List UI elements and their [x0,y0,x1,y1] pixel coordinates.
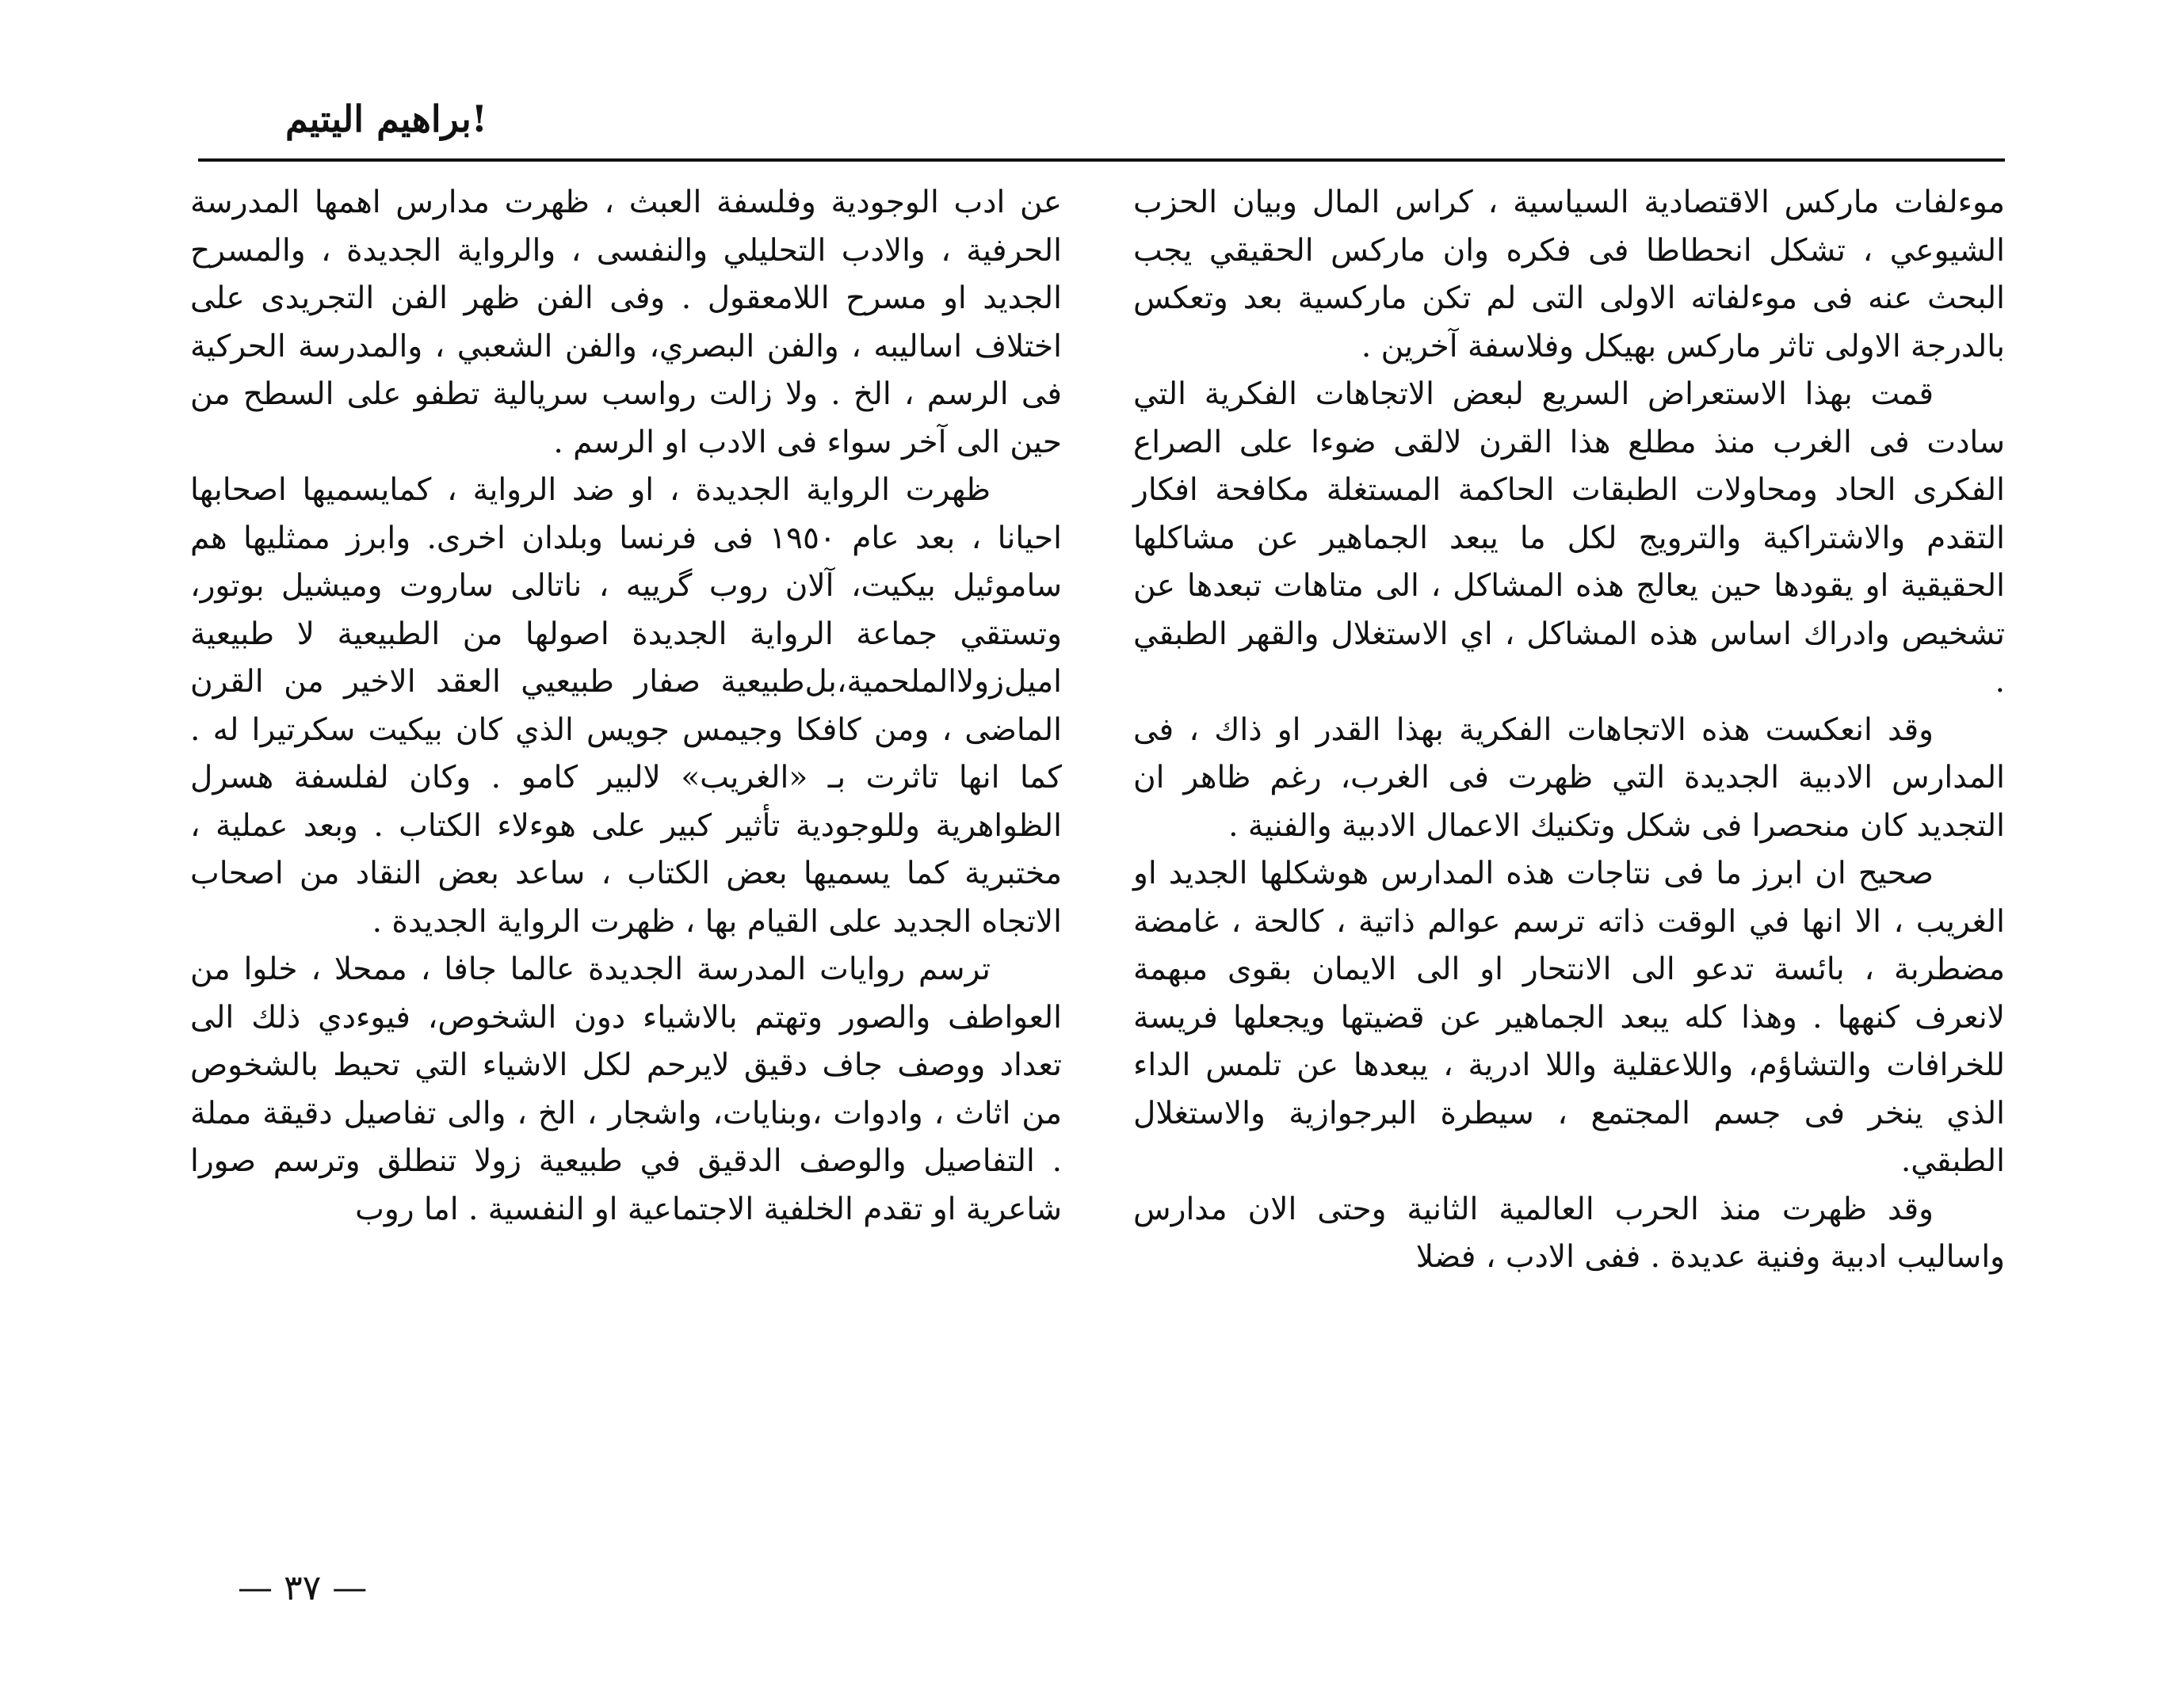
paragraph: عن ادب الوجودية وفلسفة العبث ، ظهرت مدارس اهمها المدرسة الحرفية ، والادب التحليلي والنفسى ، والرواية الجديدة ، والمسرح الجديد او مسرح اللامعقول . وفى الفن ظهر الفن التجريدى على اختلاف اساليبه ، والفن البصري، والفن الشعبي ، والمدرسة الحركية فى الرسم ، الخ . ولا زالت رواسب سريالية تطفو على السطح من حين الى آخر سواء فى الادب او الرسم . [190,185,1062,460]
paragraph: قمت بهذا الاستعراض السريع لبعض الاتجاهات الفكرية التي سادت فى الغرب منذ مطلع هذا القرن لالقى ضوءا على الصراع الفكرى الحاد ومحاولات الطبقات الحاكمة المستغلة مكافحة افكار التقدم والاشتراكية والترويج لكل ما يبعد الجماهير عن مشاكلها الحقيقية او يقودها حين يعالج هذه المشاكل ، الى متاهات تبعدها عن تشخيص وادراك اساس هذه المشاكل ، اي الاستغلال والقهر الطبقي . [1133,376,2005,700]
header-rule-left [198,158,991,162]
paragraph: وقد انعكست هذه الاتجاهات الفكرية بهذا القدر او ذاك ، فى المدارس الادبية الجديدة التي ظهرت فى الغرب، رغم ظاهر ان التجديد كان منحصرا فى شكل وتكنيك الاعمال الادبية والفنية . [1133,711,2005,844]
header-rule-right [983,158,2005,162]
right-text-column [1133,179,2005,1282]
left-text-column [190,179,1062,1234]
paragraph: وقد ظهرت منذ الحرب العالمية الثانية وحتى الان مدارس واساليب ادبية وفنية عديدة . ففى الادب ، فضلا [1133,1191,2005,1275]
page-number: — ٣٧ — [238,1568,368,1608]
paragraph: ترسم روايات المدرسة الجديدة عالما جافا ، ممحلا ، خلوا من العواطف والصور وتهتم بالاشياء دون الشخوص، فيوءدي ذلك الى تعداد ووصف جاف دقيق لايرحم لكل الاشياء التي تحيط بالشخوص من اثاث ، وادوات ،وبنايات، واشجار ، الخ ، والى تفاصيل دقيقة مملة . التفاصيل والوصف الدقيق في طبيعية زولا تنطلق وترسم صورا شاعرية او تقدم الخلفية الاجتماعية او النفسية . اما روب [190,952,1062,1227]
paragraph: موءلفات ماركس الاقتصادية السياسية ، كراس المال وبيان الحزب الشيوعي ، تشكل انحطاطا فى فكره وان ماركس الحقيقي يجب البحث عنه فى موءلفاته الاولى التى لم تكن ماركسية بعد وتعكس بالدرجة الاولى تاثر ماركس بهيكل وفلاسفة آخرين . [1133,185,2005,364]
paragraph: ظهرت الرواية الجديدة ، او ضد الرواية ، كمايسميها اصحابها احيانا ، بعد عام ١٩٥٠ فى فرنسا وبلدان اخرى. وابرز ممثليها هم ساموئيل بيكيت، آلان روب گرييه ، ناتالى ساروت وميشيل بوتور، وتستقي جماعة الرواية الجديدة اصولها من الطبيعية لا طبيعية اميل‌زولاالملحمية،بل‌طبيعية صفار طبيعيي العقد الاخير من القرن الماضى ، ومن كافكا وجيمس جويس الذي كان بيكيت سكرتيرا له . كما انها تاثرت بـ «الغريب» لالبير كامو . وكان لفلسفة هسرل الظواهرية وللوجودية تأثير كبير على هوءلاء الكتاب . وبعد عملية ، مختبرية كما يسميها بعض الكتاب ، ساعد بعض النقاد من اصحاب الاتجاه الجديد على القيام بها ، ظهرت الرواية الجديدة . [190,472,1062,940]
running-header-author: !براهيم اليتيم [285,97,487,140]
paragraph: صحيح ان ابرز ما فى نتاجات هذه المدارس هوشكلها الجديد او الغريب ، الا انها في الوقت ذاته ترسم عوالم ذاتية ، كالحة ، غامضة مضطربة ، بائسة تدعو الى الانتحار او الى الايمان بقوى مبهمة لانعرف كنهها . وهذا كله يبعد الجماهير عن قضيتها ويجعلها فريسة للخرافات والتشاؤم، واللاعقلية واللا ادرية ، يبعدها عن تلمس الداء الذي ينخر فى جسم المجتمع ، سيطرة البرجوازية والاستغلال الطبقي. [1133,856,2005,1179]
